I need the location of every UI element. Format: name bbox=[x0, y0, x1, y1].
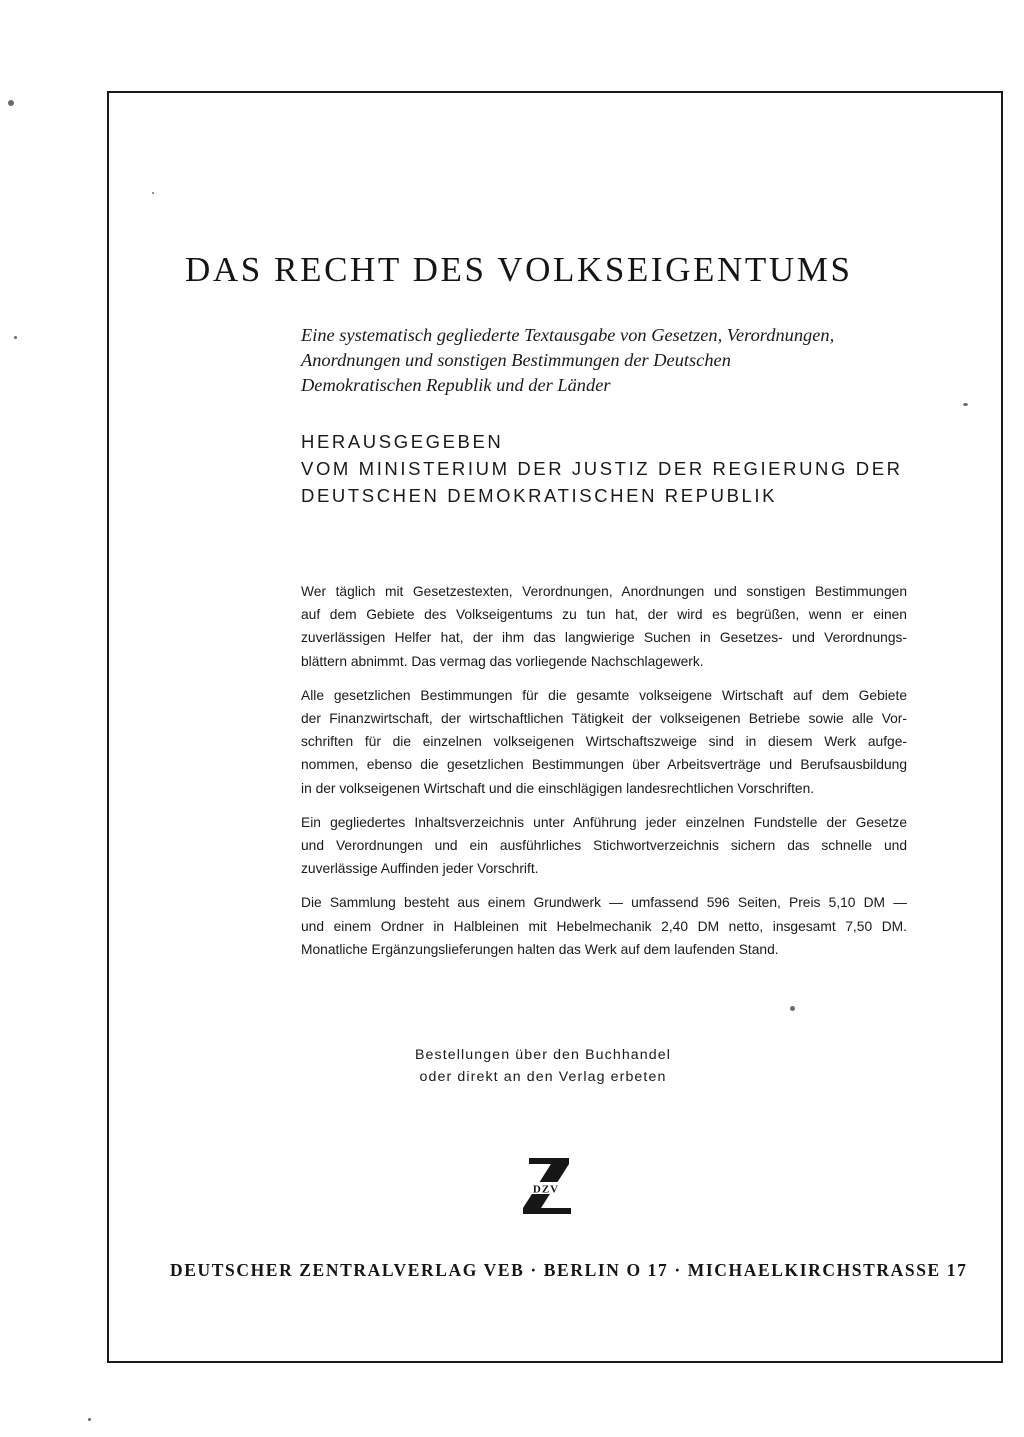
text-line: zuverlässigen Helfer hat, der ihm das langwierige Suchen in Gesetzes- und Verordnungs- bbox=[301, 630, 907, 646]
scan-speck bbox=[790, 1006, 795, 1011]
publisher-line: HERAUSGEGEBEN bbox=[301, 431, 504, 452]
subtitle bbox=[301, 323, 921, 398]
scan-speck bbox=[14, 336, 17, 339]
body-text bbox=[301, 580, 907, 972]
text-line: blättern abnimmt. Das vermag das vorliegende Nachschlagewerk. bbox=[301, 653, 704, 669]
subtitle-line: Eine systematisch gegliederte Textausgabe von Gesetzen, Verordnungen, bbox=[301, 325, 835, 345]
scan-speck bbox=[963, 403, 968, 406]
document-title: DAS RECHT DES VOLKSEIGENTUMS bbox=[185, 250, 853, 289]
scan-speck bbox=[152, 192, 154, 194]
paragraph-intro bbox=[301, 580, 907, 673]
text-line: Monatliche Ergänzungslieferungen halten das Werk auf dem laufenden Stand. bbox=[301, 941, 779, 957]
text-line: der Finanzwirtschaft, der wirtschaftlichen Tätigkeit der volkseigenen Betriebe sowie alle Vor- bbox=[301, 711, 907, 727]
order-line: Bestellungen über den Buchhandel bbox=[414, 1047, 672, 1063]
text-line: zuverlässige Auffinden jeder Vorschrift. bbox=[301, 861, 539, 877]
publisher-line: DEUTSCHEN DEMOKRATISCHEN REPUBLIK bbox=[301, 485, 778, 506]
text-line: und einem Ordner in Halbleinen mit Hebelmechanik 2,40 DM netto, insgesamt 7,50 DM. bbox=[301, 918, 907, 934]
scan-speck bbox=[8, 100, 14, 106]
scan-speck bbox=[88, 1418, 91, 1421]
text-line: nommen, ebenso die gesetzlichen Bestimmungen über Arbeitsverträge und Berufsausbildung bbox=[301, 757, 907, 773]
paragraph-contents bbox=[301, 684, 907, 800]
text-line: schriften für die einzelnen volkseigenen Wirtschaftszweige sind in diesem Werk aufge- bbox=[301, 734, 907, 750]
svg-text:DZV: DZV bbox=[532, 1183, 560, 1196]
text-line: und Verordnungen und ein ausführliches Stichwortverzeichnis sichern das schnelle und bbox=[301, 838, 907, 854]
text-line: auf dem Gebiete des Volkseigentums zu tun hat, der wird es begrüßen, wenn er einen bbox=[301, 607, 907, 623]
text-line: in der volkseigenen Wirtschaft und die einschlägigen landesrechtlichen Vorschriften. bbox=[301, 780, 815, 796]
paragraph-pricing bbox=[301, 891, 907, 961]
text-line: Alle gesetzlichen Bestimmungen für die gesamte volkseigene Wirtschaft auf dem Gebiete bbox=[301, 687, 907, 703]
order-line: oder direkt an den Verlag erbeten bbox=[419, 1069, 667, 1085]
publisher-logo-icon bbox=[515, 1154, 577, 1218]
publisher-footer: DEUTSCHER ZENTRALVERLAG VEB · BERLIN O 17 · MICHAELKIRCHSTRASSE 17 bbox=[170, 1260, 968, 1280]
subtitle-line: Demokratischen Republik und der Länder bbox=[301, 375, 611, 395]
paragraph-index bbox=[301, 811, 907, 881]
publisher-block bbox=[301, 428, 921, 509]
text-line: Ein gegliedertes Inhaltsverzeichnis unter Anführung jeder einzelnen Fundstelle der Gesetze bbox=[301, 814, 907, 830]
subtitle-line: Anordnungen und sonstigen Bestimmungen der Deutschen bbox=[301, 350, 731, 370]
text-line: Die Sammlung besteht aus einem Grundwerk — umfassend 596 Seiten, Preis 5,10 DM — bbox=[301, 895, 907, 911]
publisher-line: VOM MINISTERIUM DER JUSTIZ DER REGIERUNG DER bbox=[301, 458, 903, 479]
text-line: Wer täglich mit Gesetzestexten, Verordnungen, Anordnungen und sonstigen Bestimmungen bbox=[301, 584, 907, 599]
order-note bbox=[300, 1044, 786, 1088]
